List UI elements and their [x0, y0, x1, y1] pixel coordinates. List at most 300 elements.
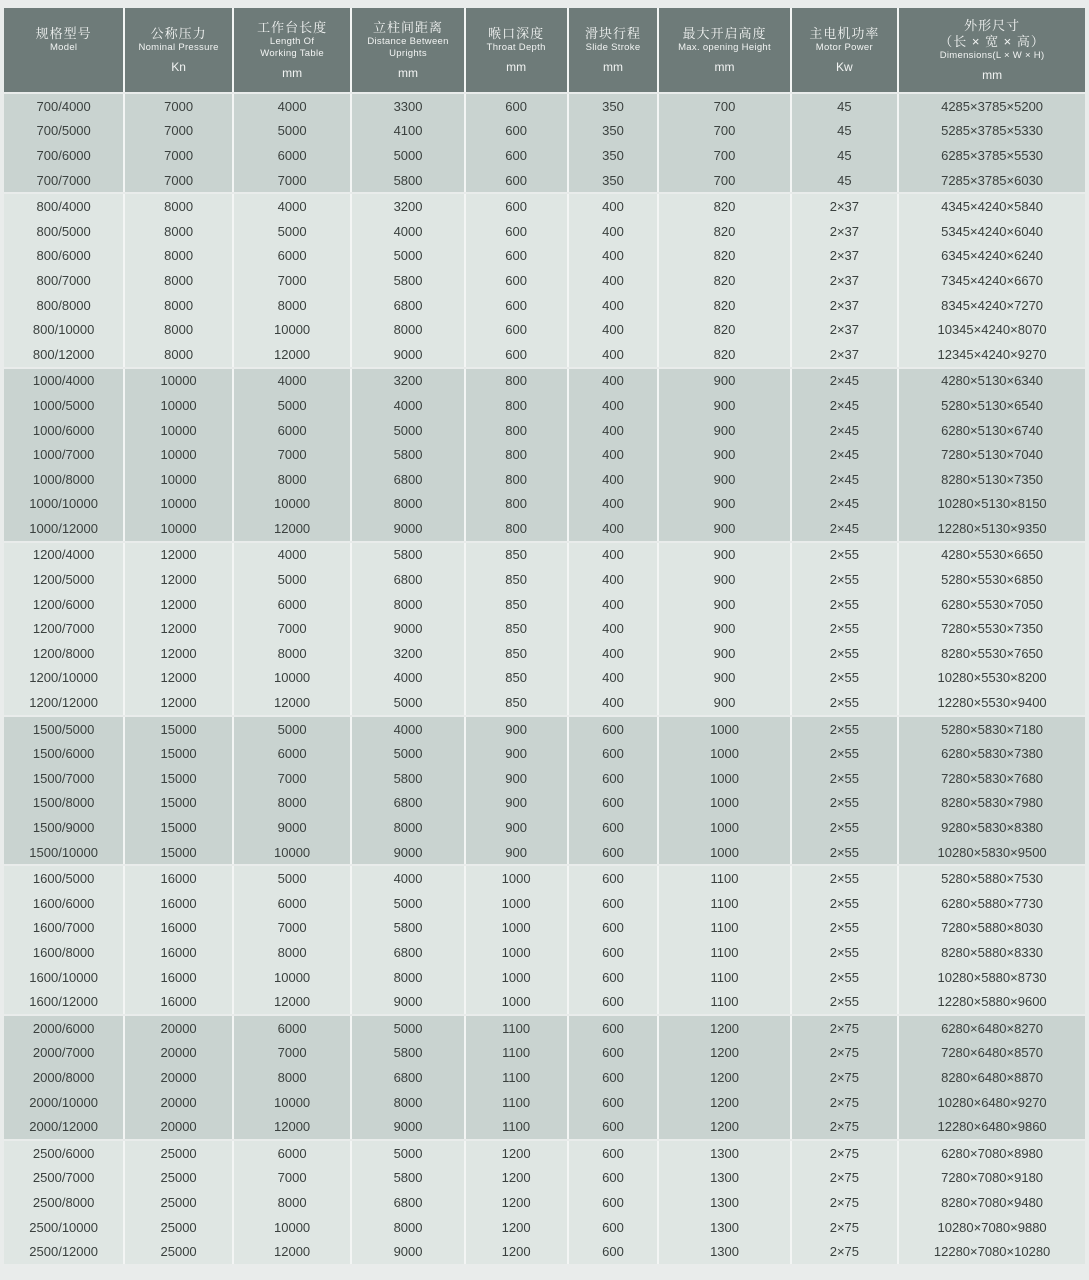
table-cell: 1000	[659, 741, 789, 766]
table-cell: 1200	[466, 1166, 567, 1191]
table-cell: 5800	[352, 442, 463, 467]
table-cell: 1200/4000	[4, 543, 123, 568]
table-cell: 400	[569, 567, 658, 592]
table-cell: 820	[659, 194, 789, 219]
model-group	[4, 194, 1085, 366]
table-cell: 3300	[352, 94, 463, 119]
table-cell: 10000	[234, 1090, 350, 1115]
table-cell: 10280×7080×9880	[899, 1215, 1085, 1240]
table-cell: 16000	[125, 891, 232, 916]
table-cell: 2×75	[792, 1239, 898, 1264]
table-cell: 12280×5880×9600	[899, 989, 1085, 1014]
table-cell: 900	[659, 592, 789, 617]
table-cell: 5280×5880×7530	[899, 866, 1085, 891]
table-cell: 6345×4240×6240	[899, 244, 1085, 269]
table-cell: 8345×4240×7270	[899, 293, 1085, 318]
table-cell: 8000	[125, 244, 232, 269]
table-cell: 8000	[234, 293, 350, 318]
column-header-zh: 滑块行程	[584, 25, 641, 41]
table-cell: 20000	[125, 1041, 232, 1066]
table-cell: 600	[466, 293, 567, 318]
table-cell: 1600/8000	[4, 940, 123, 965]
table-cell: 8000	[352, 1215, 463, 1240]
table-cell: 8000	[234, 940, 350, 965]
table-cell: 600	[569, 1215, 658, 1240]
table-cell: 10280×6480×9270	[899, 1090, 1085, 1115]
table-cell: 800/4000	[4, 194, 123, 219]
table-cell: 2×37	[792, 317, 898, 342]
table-cell: 820	[659, 268, 789, 293]
table-cell: 400	[569, 543, 658, 568]
table-cell: 8000	[352, 815, 463, 840]
column-header-en: Distance Between Uprights	[367, 36, 449, 60]
table-cell: 25000	[125, 1190, 232, 1215]
table-cell: 600	[466, 194, 567, 219]
table-cell: 10000	[234, 840, 350, 865]
table-cell: 8000	[234, 1065, 350, 1090]
table-cell: 12000	[234, 690, 350, 715]
table-cell: 6800	[352, 1065, 463, 1090]
table-cell: 350	[569, 119, 658, 144]
table-cell: 7280×6480×8570	[899, 1041, 1085, 1066]
table-cell: 700/6000	[4, 143, 123, 168]
table-cell: 25000	[125, 1215, 232, 1240]
table-cell: 7285×3785×6030	[899, 168, 1085, 193]
table-cell: 600	[569, 791, 658, 816]
table-cell: 1200/10000	[4, 666, 123, 691]
table-cell: 400	[569, 641, 658, 666]
table-cell: 2×75	[792, 1190, 898, 1215]
table-cell: 7000	[125, 119, 232, 144]
table-cell: 8000	[352, 492, 463, 517]
column-header	[125, 8, 232, 92]
table-cell: 2×55	[792, 592, 898, 617]
table-cell: 900	[659, 393, 789, 418]
table-cell: 2×75	[792, 1041, 898, 1066]
column-header	[352, 8, 463, 92]
table-cell: 10000	[234, 965, 350, 990]
table-cell: 6280×5830×7380	[899, 741, 1085, 766]
table-cell: 20000	[125, 1114, 232, 1139]
table-cell: 600	[569, 1114, 658, 1139]
table-cell: 700	[659, 119, 789, 144]
table-cell: 8280×7080×9480	[899, 1190, 1085, 1215]
table-cell: 5800	[352, 168, 463, 193]
table-cell: 2×75	[792, 1166, 898, 1191]
table-cell: 4280×5130×6340	[899, 369, 1085, 394]
table-cell: 900	[659, 690, 789, 715]
table-cell: 900	[466, 741, 567, 766]
table-cell: 400	[569, 492, 658, 517]
table-cell: 400	[569, 467, 658, 492]
table-cell: 1200	[659, 1065, 789, 1090]
table-cell: 12345×4240×9270	[899, 342, 1085, 367]
column-header-unit: Kn	[171, 60, 186, 75]
table-cell: 600	[466, 119, 567, 144]
table-cell: 7000	[125, 168, 232, 193]
table-cell: 9280×5830×8380	[899, 815, 1085, 840]
table-cell: 2×55	[792, 766, 898, 791]
table-cell: 12280×5130×9350	[899, 516, 1085, 541]
table-cell: 600	[466, 168, 567, 193]
table-cell: 600	[466, 342, 567, 367]
table-cell: 2×37	[792, 194, 898, 219]
column-header-en: Dimensions(L × W × H)	[939, 50, 1045, 62]
table-cell: 45	[792, 168, 898, 193]
table-cell: 2×55	[792, 940, 898, 965]
column-header	[4, 8, 123, 92]
table-cell: 10000	[125, 418, 232, 443]
table-cell: 6000	[234, 1016, 350, 1041]
table-cell: 600	[569, 1065, 658, 1090]
table-cell: 1200	[659, 1016, 789, 1041]
table-cell: 7000	[234, 766, 350, 791]
table-cell: 1200	[659, 1114, 789, 1139]
column-header-zh: 喉口深度	[488, 25, 545, 41]
model-group	[4, 866, 1085, 1014]
table-cell: 1200	[466, 1141, 567, 1166]
table-cell: 800	[466, 393, 567, 418]
table-body	[4, 94, 1085, 1264]
table-cell: 400	[569, 219, 658, 244]
table-cell: 400	[569, 194, 658, 219]
table-cell: 700	[659, 94, 789, 119]
table-cell: 5800	[352, 1166, 463, 1191]
table-cell: 16000	[125, 989, 232, 1014]
table-cell: 8000	[234, 641, 350, 666]
table-cell: 1100	[659, 891, 789, 916]
table-cell: 600	[569, 1141, 658, 1166]
table-cell: 1600/7000	[4, 916, 123, 941]
table-cell: 700	[659, 168, 789, 193]
table-cell: 350	[569, 143, 658, 168]
table-cell: 8000	[125, 194, 232, 219]
table-cell: 10280×5530×8200	[899, 666, 1085, 691]
table-cell: 2×45	[792, 492, 898, 517]
column-header-unit: Kw	[836, 60, 853, 75]
table-cell: 1300	[659, 1190, 789, 1215]
table-cell: 900	[659, 467, 789, 492]
table-cell: 8000	[352, 965, 463, 990]
table-cell: 900	[659, 543, 789, 568]
table-cell: 7000	[234, 1166, 350, 1191]
table-cell: 600	[466, 268, 567, 293]
table-cell: 700/7000	[4, 168, 123, 193]
table-cell: 2×55	[792, 989, 898, 1014]
table-cell: 15000	[125, 766, 232, 791]
table-cell: 2×45	[792, 442, 898, 467]
table-cell: 16000	[125, 916, 232, 941]
column-header-zh: 立柱间距离	[373, 19, 444, 35]
table-cell: 2×37	[792, 219, 898, 244]
table-cell: 6800	[352, 791, 463, 816]
table-cell: 1200/7000	[4, 616, 123, 641]
table-cell: 8000	[125, 219, 232, 244]
table-cell: 850	[466, 616, 567, 641]
column-header-en: Length Of Working Table	[260, 36, 324, 60]
table-cell: 400	[569, 293, 658, 318]
table-cell: 850	[466, 592, 567, 617]
table-cell: 16000	[125, 866, 232, 891]
table-cell: 15000	[125, 840, 232, 865]
table-cell: 12000	[125, 690, 232, 715]
table-cell: 900	[466, 815, 567, 840]
model-group	[4, 1141, 1085, 1264]
table-cell: 2500/7000	[4, 1166, 123, 1191]
table-cell: 25000	[125, 1239, 232, 1264]
table-cell: 850	[466, 666, 567, 691]
table-cell: 5000	[234, 393, 350, 418]
table-cell: 1200/6000	[4, 592, 123, 617]
table-cell: 600	[466, 317, 567, 342]
table-cell: 10000	[234, 666, 350, 691]
table-cell: 12000	[125, 592, 232, 617]
column-header-zh: 主电机功率	[809, 25, 880, 41]
table-cell: 9000	[352, 1239, 463, 1264]
table-cell: 850	[466, 690, 567, 715]
table-cell: 7280×5530×7350	[899, 616, 1085, 641]
model-group	[4, 94, 1085, 192]
table-cell: 1000/12000	[4, 516, 123, 541]
table-cell: 400	[569, 244, 658, 269]
table-cell: 5800	[352, 268, 463, 293]
table-cell: 8000	[234, 467, 350, 492]
table-cell: 5000	[234, 119, 350, 144]
table-cell: 900	[659, 616, 789, 641]
table-cell: 2500/8000	[4, 1190, 123, 1215]
table-cell: 9000	[352, 516, 463, 541]
table-cell: 600	[569, 766, 658, 791]
table-cell: 6280×7080×8980	[899, 1141, 1085, 1166]
table-cell: 8280×5530×7650	[899, 641, 1085, 666]
table-cell: 2×75	[792, 1016, 898, 1041]
table-cell: 600	[569, 940, 658, 965]
table-cell: 2×37	[792, 342, 898, 367]
column-header-zh: 工作台长度	[257, 19, 328, 35]
table-cell: 800/10000	[4, 317, 123, 342]
column-header	[659, 8, 789, 92]
table-cell: 1100	[659, 965, 789, 990]
table-cell: 700	[659, 143, 789, 168]
table-cell: 600	[569, 1090, 658, 1115]
table-cell: 1200	[466, 1239, 567, 1264]
model-group	[4, 1016, 1085, 1139]
table-cell: 5280×5130×6540	[899, 393, 1085, 418]
table-cell: 25000	[125, 1141, 232, 1166]
table-cell: 2×55	[792, 791, 898, 816]
table-cell: 1100	[466, 1041, 567, 1066]
table-cell: 2000/12000	[4, 1114, 123, 1139]
table-cell: 1200	[466, 1190, 567, 1215]
table-cell: 7345×4240×6670	[899, 268, 1085, 293]
table-cell: 5000	[352, 690, 463, 715]
table-cell: 5800	[352, 916, 463, 941]
table-cell: 1500/10000	[4, 840, 123, 865]
table-cell: 10000	[234, 1215, 350, 1240]
table-cell: 4280×5530×6650	[899, 543, 1085, 568]
table-cell: 400	[569, 442, 658, 467]
table-cell: 20000	[125, 1090, 232, 1115]
table-cell: 45	[792, 119, 898, 144]
table-cell: 4000	[234, 369, 350, 394]
table-cell: 8000	[125, 317, 232, 342]
table-cell: 1000	[466, 866, 567, 891]
table-cell: 800	[466, 516, 567, 541]
table-cell: 800	[466, 418, 567, 443]
table-cell: 6800	[352, 567, 463, 592]
table-cell: 1600/10000	[4, 965, 123, 990]
table-cell: 12000	[234, 342, 350, 367]
table-cell: 820	[659, 342, 789, 367]
table-cell: 600	[569, 840, 658, 865]
table-cell: 5000	[352, 1141, 463, 1166]
table-cell: 400	[569, 393, 658, 418]
table-cell: 12000	[234, 1114, 350, 1139]
table-cell: 4000	[352, 393, 463, 418]
table-cell: 5000	[234, 717, 350, 742]
table-cell: 900	[466, 717, 567, 742]
table-cell: 800/12000	[4, 342, 123, 367]
table-cell: 900	[659, 641, 789, 666]
table-cell: 1100	[659, 866, 789, 891]
table-cell: 6000	[234, 244, 350, 269]
table-cell: 600	[569, 1239, 658, 1264]
table-cell: 800/8000	[4, 293, 123, 318]
column-header-zh: 最大开启高度	[682, 25, 767, 41]
table-cell: 820	[659, 219, 789, 244]
table-cell: 2×55	[792, 866, 898, 891]
table-cell: 6800	[352, 467, 463, 492]
table-cell: 6000	[234, 1141, 350, 1166]
table-cell: 10000	[125, 492, 232, 517]
table-cell: 45	[792, 143, 898, 168]
table-cell: 6000	[234, 592, 350, 617]
table-cell: 1300	[659, 1141, 789, 1166]
table-cell: 800	[466, 467, 567, 492]
table-cell: 700/5000	[4, 119, 123, 144]
table-cell: 2×55	[792, 891, 898, 916]
table-cell: 2×75	[792, 1090, 898, 1115]
table-cell: 5000	[352, 1016, 463, 1041]
table-cell: 600	[569, 1016, 658, 1041]
table-cell: 7000	[234, 916, 350, 941]
table-cell: 3200	[352, 194, 463, 219]
table-cell: 1100	[466, 1065, 567, 1090]
table-cell: 600	[569, 916, 658, 941]
table-cell: 7000	[234, 1041, 350, 1066]
table-cell: 1000/8000	[4, 467, 123, 492]
table-cell: 2×55	[792, 641, 898, 666]
column-header	[899, 8, 1085, 92]
table-cell: 9000	[352, 616, 463, 641]
table-cell: 3200	[352, 641, 463, 666]
table-cell: 1000/7000	[4, 442, 123, 467]
table-cell: 12000	[125, 641, 232, 666]
table-cell: 2×45	[792, 369, 898, 394]
column-header-zh: 规格型号	[35, 25, 92, 41]
table-cell: 1000/10000	[4, 492, 123, 517]
table-cell: 600	[569, 717, 658, 742]
table-cell: 7000	[234, 168, 350, 193]
table-cell: 6000	[234, 143, 350, 168]
table-cell: 5000	[352, 244, 463, 269]
table-cell: 6280×5530×7050	[899, 592, 1085, 617]
table-cell: 600	[569, 989, 658, 1014]
table-cell: 600	[569, 965, 658, 990]
table-cell: 1300	[659, 1215, 789, 1240]
table-cell: 900	[659, 418, 789, 443]
column-header-unit: mm	[282, 66, 303, 81]
table-cell: 5800	[352, 766, 463, 791]
table-cell: 12280×5530×9400	[899, 690, 1085, 715]
table-cell: 400	[569, 342, 658, 367]
table-cell: 1100	[659, 916, 789, 941]
table-cell: 1300	[659, 1239, 789, 1264]
table-cell: 2×75	[792, 1065, 898, 1090]
table-cell: 9000	[352, 342, 463, 367]
column-header-unit: mm	[506, 60, 527, 75]
table-cell: 12000	[234, 516, 350, 541]
table-cell: 12000	[234, 989, 350, 1014]
table-cell: 2×45	[792, 467, 898, 492]
table-cell: 6800	[352, 940, 463, 965]
table-cell: 900	[659, 666, 789, 691]
table-cell: 1200/8000	[4, 641, 123, 666]
table-cell: 20000	[125, 1065, 232, 1090]
table-cell: 820	[659, 244, 789, 269]
column-header-en: Motor Power	[815, 42, 873, 54]
table-cell: 7000	[234, 616, 350, 641]
table-cell: 900	[659, 369, 789, 394]
table-cell: 1600/12000	[4, 989, 123, 1014]
table-cell: 7000	[234, 442, 350, 467]
table-cell: 820	[659, 317, 789, 342]
table-cell: 1500/8000	[4, 791, 123, 816]
table-cell: 400	[569, 369, 658, 394]
table-cell: 6000	[234, 891, 350, 916]
table-cell: 4000	[234, 194, 350, 219]
table-cell: 5000	[352, 143, 463, 168]
table-cell: 1000	[659, 766, 789, 791]
column-header-en: Throat Depth	[486, 42, 546, 54]
table-cell: 6000	[234, 418, 350, 443]
table-cell: 1200	[659, 1041, 789, 1066]
column-header	[234, 8, 350, 92]
table-cell: 5280×5530×6850	[899, 567, 1085, 592]
table-cell: 2×55	[792, 741, 898, 766]
table-cell: 8000	[234, 1190, 350, 1215]
table-cell: 9000	[234, 815, 350, 840]
table-cell: 2×55	[792, 690, 898, 715]
table-cell: 10000	[125, 393, 232, 418]
column-header-unit: mm	[602, 60, 623, 75]
table-cell: 5000	[352, 891, 463, 916]
table-cell: 7280×5880×8030	[899, 916, 1085, 941]
table-cell: 2×45	[792, 393, 898, 418]
table-cell: 900	[466, 766, 567, 791]
table-cell: 2×75	[792, 1215, 898, 1240]
table-cell: 1100	[659, 940, 789, 965]
table-cell: 10000	[125, 467, 232, 492]
table-cell: 2×75	[792, 1141, 898, 1166]
table-cell: 400	[569, 690, 658, 715]
table-cell: 12000	[125, 543, 232, 568]
table-cell: 820	[659, 293, 789, 318]
table-cell: 400	[569, 592, 658, 617]
table-cell: 12000	[125, 666, 232, 691]
table-cell: 25000	[125, 1166, 232, 1191]
table-cell: 5000	[352, 741, 463, 766]
